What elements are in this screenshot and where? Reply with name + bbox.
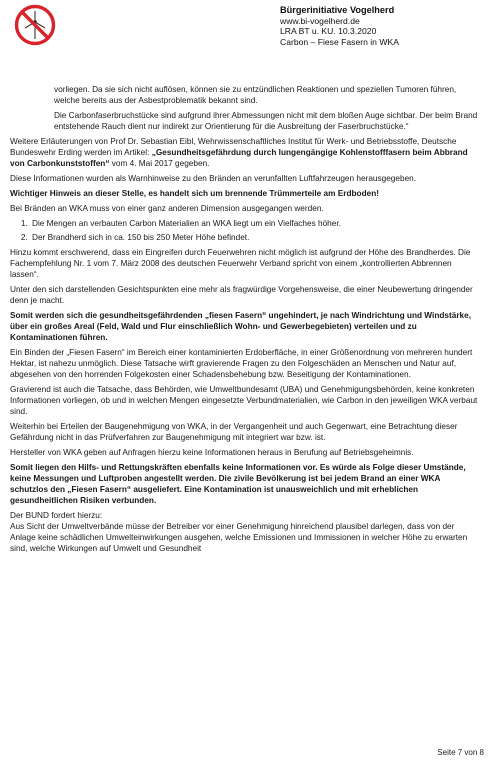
org-name: Bürgerinitiative Vogelherd — [280, 5, 395, 15]
paragraph: Die Carbonfaserbruchstücke sind aufgrund ihrer Abmessungen nicht mit dem bloßen Auge sichtbar. Der beim Brand entstehende Rauch dient nur indirekt zur Orientierung für die Ausbreitung der Faserbruchstücke.“ — [54, 111, 478, 131]
important-note: Wichtiger Hinweis an dieser Stelle, es handelt sich um brennende Trümmerteile am Erdboden! — [10, 189, 379, 198]
org-website: www.bi-vogelherd.de — [280, 15, 360, 26]
paragraph: Hersteller von WKA geben auf Anfragen hierzu keine Informationen heraus in Berufung auf Betriebsgeheimnis. — [10, 448, 414, 457]
paragraph: Unter den sich darstellenden Gesichtspunkten eine mehr als fragwürdige Vorgehensweise, die einer Neubewertung dringender denn je macht. — [10, 285, 473, 305]
paragraph: Bei Bränden an WKA muss von einer ganz anderen Dimension ausgegangen werden. — [10, 204, 324, 213]
list-item: 1. Die Mengen an verbauten Carbon Materialien an WKA liegt um ein Vielfaches höher. — [30, 218, 480, 229]
paragraph: vorliegen. Da sie sich nicht auflösen, können sie zu entzündlichen Reaktionen und speziellen Tumoren führen, welche bereits aus der Asbestproblematik bekannt sind. — [54, 85, 457, 105]
recipient-date: LRA BT u. KU. 10.3.2020 — [280, 26, 377, 37]
numbered-list — [10, 218, 480, 243]
document-body — [10, 84, 480, 558]
paragraph: Gravierend ist auch die Tatsache, dass Behörden, wie Umweltbundesamt (UBA) und Genehmigungsbehörden, keine konkreten Informationen vorliegen, ob und in welchen Mengen eingesetzte Verbundmaterialien, wie Carbon in den jeweiligen WKA verbaut sind. — [10, 385, 478, 416]
letterhead — [280, 5, 399, 47]
bold-paragraph: Somit liegen den Hilfs- und Rettungskräften ebenfalls keine Informationen vor. Es würde als Folge dieser Umstände, keine Messungen und Luftproben angestellt werden. Die zivile Bevölkerung ist bei jedem Brand an einer WKA schutzlos den „Fiesen Fasern“ ausgeliefert. Eine Kontamination ist unausweichlich und mit erheblichen gesundheitlichen Risiken verbunden. — [10, 463, 466, 505]
paragraph: Der BUND fordert hierzu: Aus Sicht der Umweltverbände müsse der Betreiber vor einer Genehmigung hinreichend plausibel darlegen, dass von der Anlage keine schädlichen Umwelteinwirkungen ausgehen, welche Emissionen und Immissionen in welcher Höhe zu erwarten sind, welche Wirkungen auf Umwelt und Gesundheit — [10, 511, 468, 553]
paragraph: Hinzu kommt erschwerend, dass ein Eingreifen durch Feuerwehren nicht möglich ist aufgrund der Höhe des Brandherdes. Die Fachempfehlung Nr. 1 vom 7. März 2008 des deutschen Feuerwehr Verband spricht von einem „kontrollierten Abbrennen lassen“. — [10, 248, 471, 279]
no-wind-turbine-logo — [14, 4, 56, 46]
paragraph: Ein Binden der „Fiesen Fasern“ im Bereich einer kontaminierten Erdoberfläche, in einer Größenordnung von mehreren hundert Hektar, ist nahezu unmöglich. Diese Tatsache wirft gravierende Fragen zu den Folgeschäden an Menschen und Natur auf, abgesehen von den horrenden Folgekosten einer Schadensbehebung bzw. Beseitigung der Kontaminationen. — [10, 348, 473, 379]
list-item: 2. Der Brandherd sich in ca. 150 bis 250 Meter Höhe befindet. — [30, 232, 480, 243]
paragraph: Weiterhin bei Erteilen der Baugenehmigung von WKA, in der Vergangenheit und auch Gegenwart, eine Betrachtung dieser Gefährdung nicht in das Prüfverfahren zur Baugenehmigung mit integriert war bzw. ist. — [10, 422, 458, 442]
page-number: Seite 7 von 8 — [437, 748, 484, 757]
bold-paragraph: Somit werden sich die gesundheitsgefährdenden „fiesen Fasern“ ungehindert, je nach Windrichtung und Windstärke, über ein großes Areal (Feld, Wald und Flur einschließlich Wohn- und Gewerbegebieten) verteilen und zu Kontaminationen führen. — [10, 311, 471, 342]
document-subject: Carbon – Fiese Fasern in WKA — [280, 36, 399, 47]
paragraph: Weitere Erläuterungen von Prof Dr. Sebastian Eibl, Wehrwissenschaftliches Institut für Werk- und Betriebsstoffe, Deutsche Bundeswehr Erding werden im Artikel: „Gesundheitsgefährdung durch lungengängige Kohlenstofffasern beim Abbrand von Carbonkunststoffen“ vom 4. Mai 2017 gegeben. — [10, 137, 468, 168]
paragraph: Diese Informationen wurden als Warnhinweise zu den Bränden an verunfallten Luftfahrzeugen herausgegeben. — [10, 174, 417, 183]
